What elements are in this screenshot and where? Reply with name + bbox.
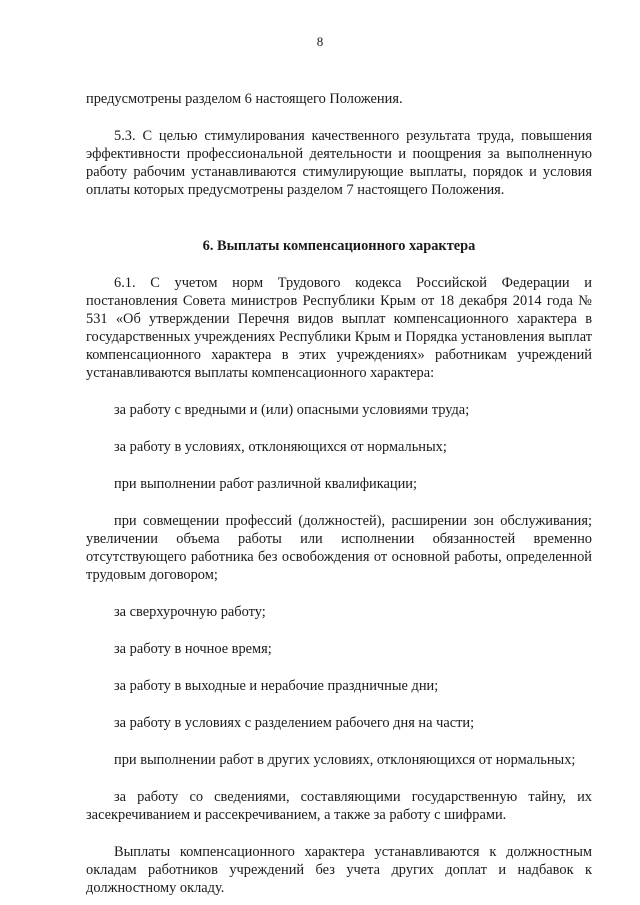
list-item: за работу с вредными и (или) опасными условиями труда; <box>114 402 470 418</box>
section-heading: 6. Выплаты компенсационного характера <box>202 238 476 254</box>
paragraph-continuation: предусмотрены разделом 6 настоящего Положения. <box>86 91 403 107</box>
paragraph-5-3: 5.3. С целью стимулирования качественного результата труда, повышения эффективности профессиональной деятельности и поощрения за выполненную работу рабочим устанавливаются стимулирующие выплаты, порядок и условия оплаты которых предусмотрены разделом 7 настоящего Положения. <box>86 128 592 198</box>
page-number: 8 <box>316 34 324 49</box>
list-item: за сверхурочную работу; <box>114 604 266 620</box>
list-item: за работу в выходные и нерабочие праздничные дни; <box>114 678 439 694</box>
document-body <box>86 90 592 897</box>
list-item: при совмещении профессий (должностей), расширении зон обслуживания; увеличении объема работы или исполнении обязанностей временно отсутствующего работника без освобождения от основной работы, определенной трудовым договором; <box>86 513 592 583</box>
list-item: за работу в ночное время; <box>114 641 272 657</box>
list-item: за работу в условиях, отклоняющихся от нормальных; <box>114 439 447 455</box>
list-item: за работу со сведениями, составляющими государственную тайну, их засекречиванием и рассекречиванием, а также за работу с шифрами. <box>86 789 592 823</box>
paragraph-6-1: 6.1. С учетом норм Трудового кодекса Российской Федерации и постановления Совета министров Республики Крым от 18 декабря 2014 года № 531 «Об утверждении Перечня видов выплат компенсационного характера в государственных учреждениях Республики Крым и Порядка установления выплат компенсационного характера в этих учреждениях» работникам учреждений устанавливаются выплаты компенсационного характера: <box>86 275 592 381</box>
list-item: при выполнении работ в других условиях, отклоняющихся от нормальных; <box>114 752 576 768</box>
paragraph-closing: Выплаты компенсационного характера устанавливаются к должностным окладам работников учреждений без учета других доплат и надбавок к должностному окладу. <box>86 844 592 896</box>
list-item: при выполнении работ различной квалификации; <box>114 476 417 492</box>
list-item: за работу в условиях с разделением рабочего дня на части; <box>114 715 475 731</box>
